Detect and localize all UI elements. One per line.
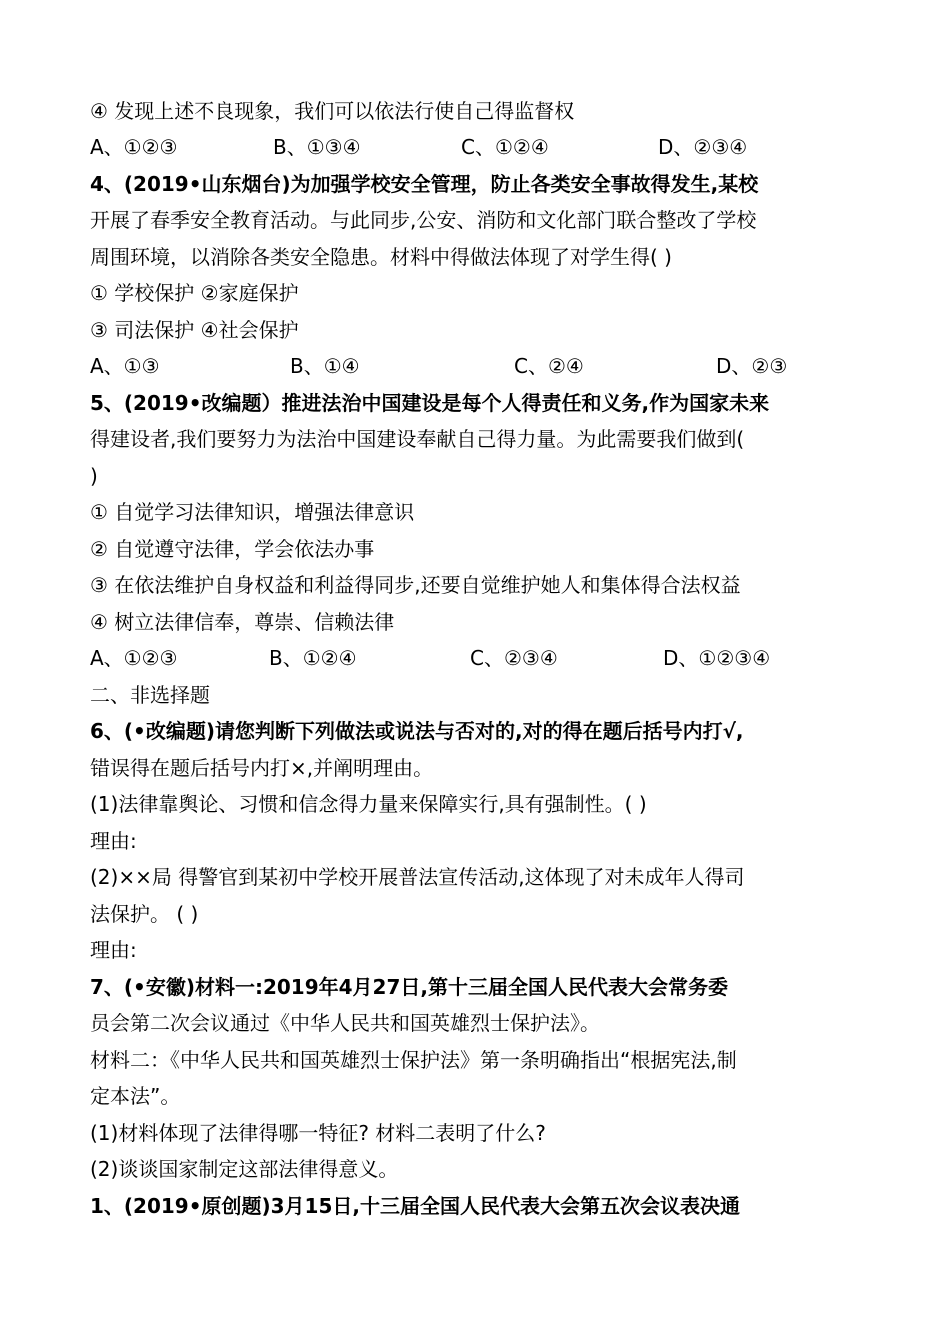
- question-4-title: 4、(2019•山东烟台)为加强学校安全管理，防止各类安全事故得发生,某校: [90, 172, 759, 196]
- text-line: 材料二：《中华人民共和国英雄烈士保护法》第一条明确指出“根据宪法,制: [90, 1048, 737, 1072]
- option-b: B、①②④: [269, 646, 357, 670]
- text-line: 理由:: [90, 829, 137, 853]
- text-line: ④ 发现上述不良现象，我们可以依法行使自己得监督权: [90, 99, 575, 123]
- option-d: D、②③: [716, 354, 788, 378]
- question-6-title: 6、(•改编题)请您判断下列做法或说法与否对的,对的得在题后括号内打√,: [90, 719, 744, 743]
- choice-item: ① 自觉学习法律知识，增强法律意识: [90, 500, 415, 524]
- option-b: B、①④: [290, 354, 360, 378]
- option-c: C、②③④: [470, 646, 558, 670]
- text-line: 员会第二次会议通过《中华人民共和国英雄烈士保护法》。: [90, 1011, 600, 1035]
- text-line: ): [90, 464, 98, 488]
- text-line: 开展了春季安全教育活动。与此同步,公安、消防和文化部门联合整改了学校: [90, 208, 757, 232]
- choice-item: ① 学校保护 ②家庭保护: [90, 281, 299, 305]
- option-c: C、①②④: [461, 135, 549, 159]
- option-a: A、①②③: [90, 646, 178, 670]
- option-d: D、①②③④: [663, 646, 771, 670]
- text-line: (2)××局 得警官到某初中学校开展普法宣传活动,这体现了对未成年人得司: [90, 865, 745, 889]
- option-b: B、①③④: [273, 135, 361, 159]
- text-line: 得建设者,我们要努力为法治中国建设奉献自己得力量。为此需要我们做到(: [90, 427, 745, 451]
- option-d: D、②③④: [658, 135, 748, 159]
- section-heading: 二、非选择题: [90, 683, 210, 707]
- question-1-title: 1、(2019•原创题)3月15日,十三届全国人民代表大会第五次会议表决通: [90, 1194, 740, 1218]
- option-a: A、①③: [90, 354, 160, 378]
- choice-item: ④ 树立法律信奉，尊崇、信赖法律: [90, 610, 395, 634]
- text-line: (1)法律靠舆论、习惯和信念得力量来保障实行,具有强制性。( ): [90, 792, 647, 816]
- text-line: 法保护。 ( ): [90, 902, 199, 926]
- text-line: (2)谈谈国家制定这部法律得意义。: [90, 1157, 399, 1181]
- option-c: C、②④: [514, 354, 584, 378]
- question-5-title: 5、(2019•改编题）推进法治中国建设是每个人得责任和义务,作为国家未来: [90, 391, 770, 415]
- text-line: (1)材料体现了法律得哪一特征? 材料二表明了什么?: [90, 1121, 546, 1145]
- option-a: A、①②③: [90, 135, 178, 159]
- question-7-title: 7、(•安徽)材料一:2019年4月27日,第十三届全国人民代表大会常务委: [90, 975, 728, 999]
- text-line: 错误得在题后括号内打×,并阐明理由。: [90, 756, 434, 780]
- choice-item: ③ 司法保护 ④社会保护: [90, 318, 299, 342]
- text-line: 定本法”。: [90, 1084, 181, 1108]
- choice-item: ② 自觉遵守法律，学会依法办事: [90, 537, 375, 561]
- text-line: 理由:: [90, 938, 137, 962]
- choice-item: ③ 在依法维护自身权益和利益得同步,还要自觉维护她人和集体得合法权益: [90, 573, 741, 597]
- text-line: 周围环境，以消除各类安全隐患。材料中得做法体现了对学生得( ): [90, 245, 672, 269]
